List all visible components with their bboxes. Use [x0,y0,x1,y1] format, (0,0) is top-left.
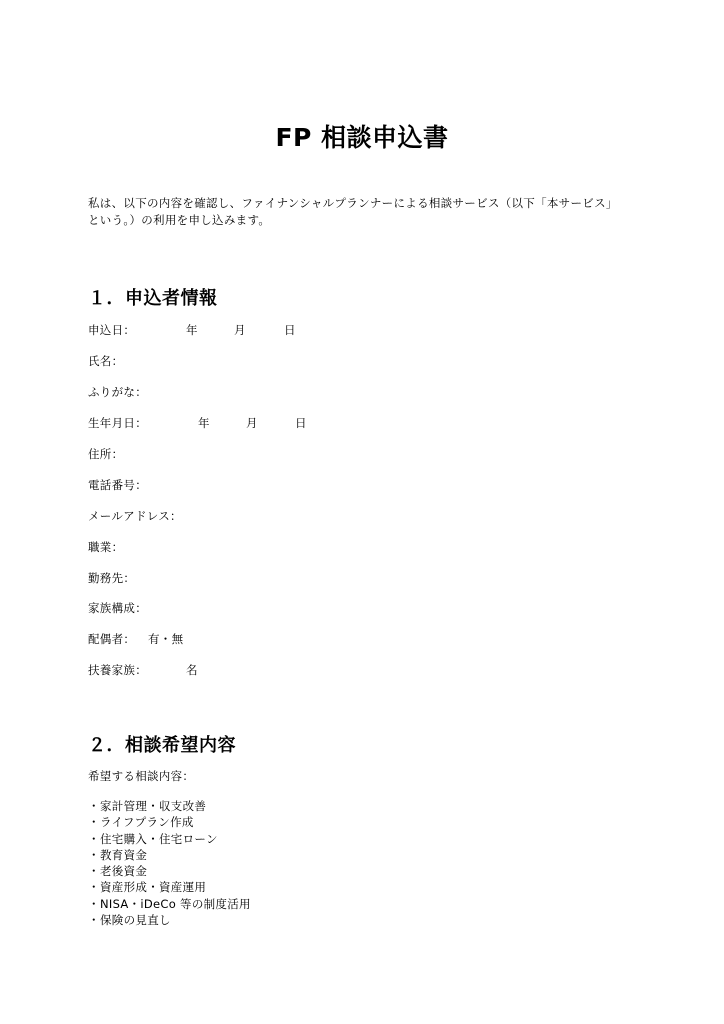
section-heading-applicant-info: １．申込者情報 [88,288,218,309]
birth-date-day: 日 [295,416,307,430]
list-item [88,896,251,912]
field-address [88,446,123,462]
bullet: ・ [88,799,100,813]
field-birth-date [88,415,307,431]
bullet: ・ [88,815,100,830]
topic-text: 教育資金 [100,847,148,862]
intro-line-2: という。）の利用を申し込みます。 [88,213,271,227]
bullet: ・ [88,847,100,862]
intro-line-1: 私は、以下の内容を確認し、ファイナンシャルプランナーによる相談サービス（以下「本サービス」 [88,196,618,210]
application-date-label: 申込日： [88,323,136,337]
field-name [88,353,123,369]
consultation-topic-list [88,798,251,928]
intro-paragraph [88,195,648,229]
field-employer [88,570,135,586]
list-item [88,814,251,830]
topic-text: 住宅購入・住宅ローン [100,831,218,846]
employer-label: 勤務先： [88,571,136,585]
topic-text: 保険の見直し [100,913,171,928]
section-heading-consultation: ２．相談希望内容 [88,735,236,756]
bullet: ・ [88,896,100,911]
bullet: ・ [88,880,100,895]
field-dependents [88,662,198,678]
email-label: メールアドレス： [88,509,182,523]
name-label: 氏名： [88,354,124,368]
dependents-label: 扶養家族： [88,663,147,677]
phone-label: 電話番号： [88,478,147,492]
topic-text: 資産形成・資産運用 [100,880,207,895]
birth-date-label: 生年月日： [88,416,147,430]
topic-text: NISA・iDeCo 等の制度活用 [100,896,251,911]
list-item [88,798,251,814]
application-date-year: 年 [186,323,198,337]
field-application-date [88,322,296,338]
field-email [88,508,182,524]
occupation-label: 職業： [88,540,124,554]
list-item [88,863,251,879]
family-label: 家族構成： [88,601,147,615]
birth-date-year: 年 [198,416,210,430]
list-item [88,831,251,847]
bullet: ・ [88,913,100,928]
consultation-subheading: 希望する相談内容： [88,769,195,783]
spouse-options: 有・無 [148,632,184,646]
topic-text: 老後資金 [100,864,148,879]
birth-date-month: 月 [246,416,258,430]
topic-text: ライフプラン作成 [100,815,194,830]
field-family [88,600,147,616]
bullet: ・ [88,831,100,846]
list-item [88,847,251,863]
field-occupation [88,539,123,555]
document-title: FP 相談申込書 [275,123,449,152]
list-item [88,912,251,928]
bullet: ・ [88,864,100,879]
spouse-label: 配偶者： [88,632,136,646]
application-date-day: 日 [284,323,296,337]
field-spouse [88,631,184,647]
list-item [88,879,251,895]
dependents-unit: 名 [186,663,198,677]
field-phone [88,477,147,493]
address-label: 住所： [88,447,124,461]
application-date-month: 月 [234,323,246,337]
topic-text: 家計管理・収支改善 [100,799,207,813]
field-furigana [88,384,147,400]
furigana-label: ふりがな： [88,385,147,399]
